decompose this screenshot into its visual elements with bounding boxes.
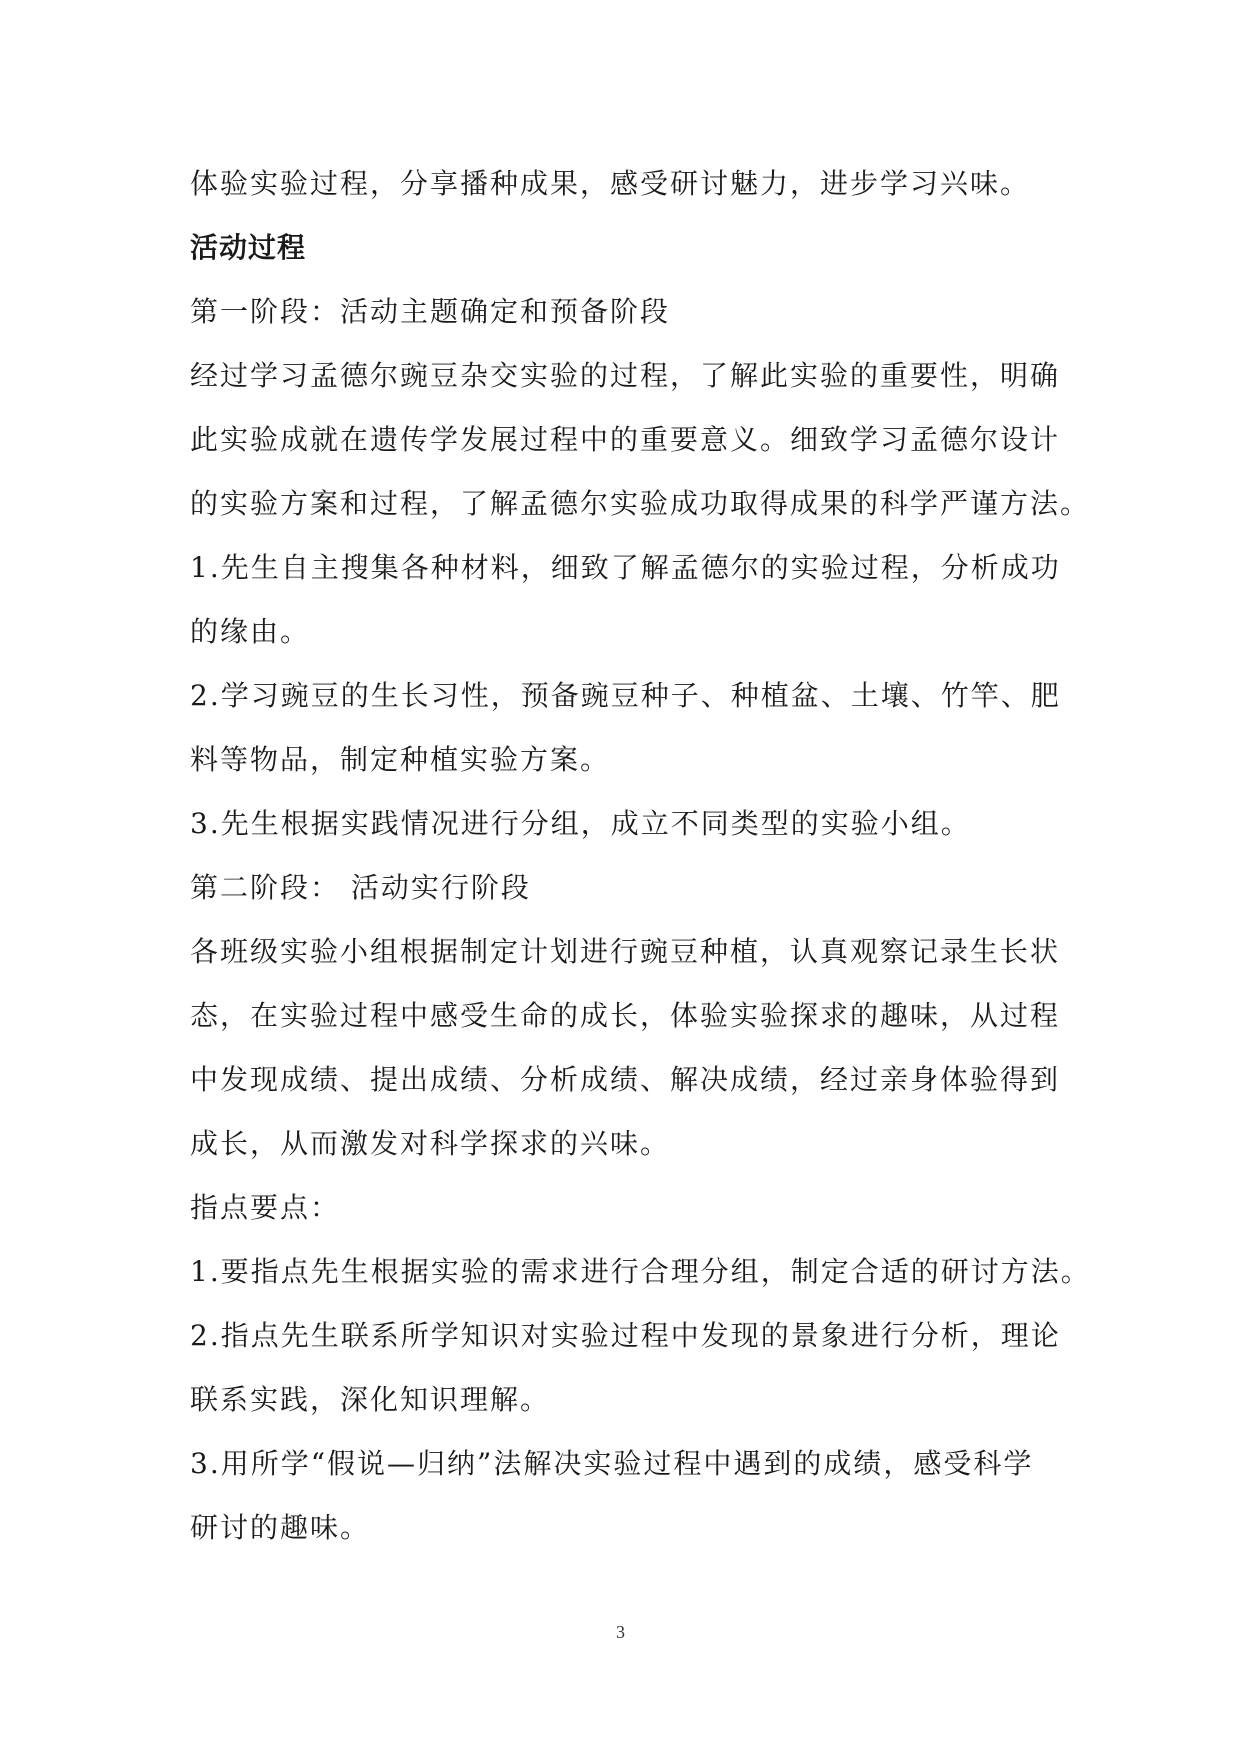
stage-heading: 第一阶段：活动主题确定和预备阶段	[190, 295, 671, 328]
list-item: 3.用所学“假说—归纳”法解决实验过程中遇到的成绩，感受科学	[190, 1447, 1034, 1480]
subheading: 指点要点：	[190, 1191, 341, 1224]
paragraph-line: 态，在实验过程中感受生命的成长，体验实验探求的趣味，从过程	[190, 999, 1061, 1032]
list-item: 3.先生根据实践情况进行分组，成立不同类型的实验小组。	[190, 807, 971, 840]
paragraph-line: 各班级实验小组根据制定计划进行豌豆种植，认真观察记录生长状	[190, 935, 1061, 968]
list-item: 的缘由。	[190, 615, 311, 648]
list-item: 联系实践，深化知识理解。	[190, 1383, 551, 1416]
page-number: 3	[616, 1622, 625, 1642]
paragraph-line: 经过学习孟德尔豌豆杂交实验的过程，了解此实验的重要性，明确	[190, 359, 1061, 392]
paragraph-line: 中发现成绩、提出成绩、分析成绩、解决成绩，经过亲身体验得到	[190, 1063, 1061, 1096]
stage-heading: 第二阶段： 活动实行阶段	[190, 871, 531, 904]
paragraph-line: 此实验成就在遗传学发展过程中的重要意义。细致学习孟德尔设计	[190, 423, 1061, 456]
list-item: 2.指点先生联系所学知识对实验过程中发现的景象进行分析，理论	[190, 1319, 1061, 1352]
section-heading: 活动过程	[190, 231, 307, 264]
list-item: 2.学习豌豆的生长习性，预备豌豆种子、种植盆、土壤、竹竿、肥	[190, 679, 1061, 712]
paragraph-line: 体验实验过程，分享播种成果，感受研讨魅力，进步学习兴味。	[190, 167, 1031, 200]
list-item: 研讨的趣味。	[190, 1511, 371, 1544]
paragraph-line: 的实验方案和过程，了解孟德尔实验成功取得成果的科学严谨方法。	[190, 487, 1091, 520]
paragraph-line: 成长，从而激发对科学探求的兴味。	[190, 1127, 671, 1160]
list-item: 1.要指点先生根据实验的需求进行合理分组，制定合适的研讨方法。	[190, 1255, 1091, 1288]
list-item: 料等物品，制定种植实验方案。	[190, 743, 611, 776]
list-item: 1.先生自主搜集各种材料，细致了解孟德尔的实验过程，分析成功	[190, 551, 1061, 584]
